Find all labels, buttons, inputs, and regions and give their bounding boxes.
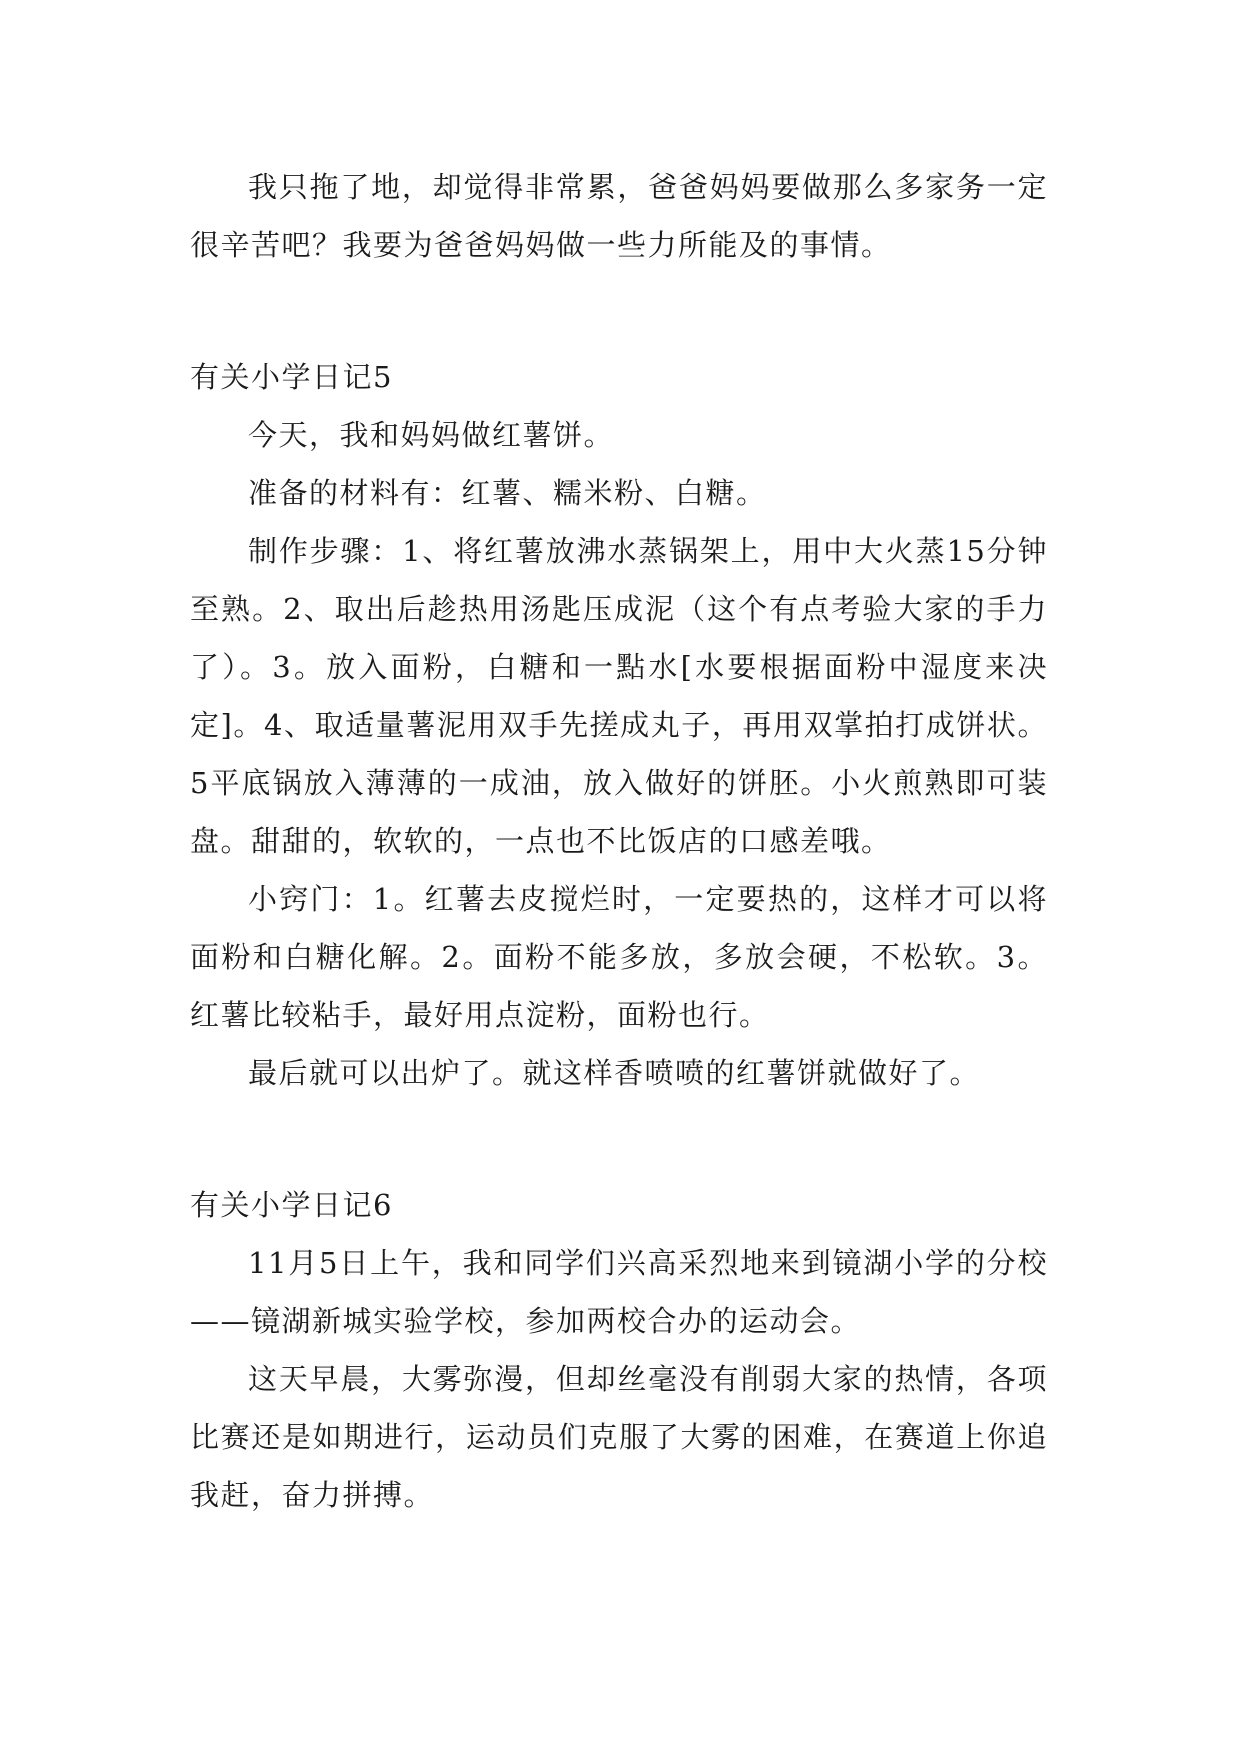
diary5-paragraph-3: 制作步骤：1、将红薯放沸水蒸锅架上，用中大火蒸15分钟至熟。2、取出后趁热用汤匙压成泥（这个有点考验大家的手力了）。3。放入面粉，白糖和一點水[水要根据面粉中湿度来决定]。4、取适量薯泥用双手先搓成丸子，再用双掌拍打成饼状。5平底锅放入薄薄的一成油，放入做好的饼胚。小火煎熟即可装盘。甜甜的，软软的，一点也不比饭店的口感差哦。 (190, 534, 1048, 858)
diary5-paragraph-2: 准备的材料有：红薯、糯米粉、白糖。 (248, 476, 767, 510)
diary5-paragraph-1: 今天，我和妈妈做红薯饼。 (248, 418, 615, 452)
intro-paragraph: 我只拖了地，却觉得非常累，爸爸妈妈要做那么多家务一定很辛苦吧？我要为爸爸妈妈做一些力所能及的事情。 (190, 170, 1048, 262)
section-gap (190, 1102, 1048, 1176)
diary6-paragraph-1: 11月5日上午，我和同学们兴高采烈地来到镜湖小学的分校——镜湖新城实验学校，参加两校合办的运动会。 (190, 1246, 1048, 1338)
section-gap (190, 274, 1048, 348)
diary5-paragraph-4: 小窍门：1。红薯去皮搅烂时，一定要热的，这样才可以将面粉和白糖化解。2。面粉不能多放，多放会硬，不松软。3。红薯比较粘手，最好用点淀粉，面粉也行。 (190, 882, 1048, 1032)
diary5-paragraph-5: 最后就可以出炉了。就这样香喷喷的红薯饼就做好了。 (248, 1056, 981, 1090)
diary5-title: 有关小学日记5 (190, 360, 393, 394)
diary6-paragraph-2: 这天早晨，大雾弥漫，但却丝毫没有削弱大家的热情，各项比赛还是如期进行，运动员们克服了大雾的困难，在赛道上你追我赶，奋力拼搏。 (190, 1362, 1048, 1512)
document-body (190, 158, 1048, 1524)
diary6-title: 有关小学日记6 (190, 1188, 393, 1222)
